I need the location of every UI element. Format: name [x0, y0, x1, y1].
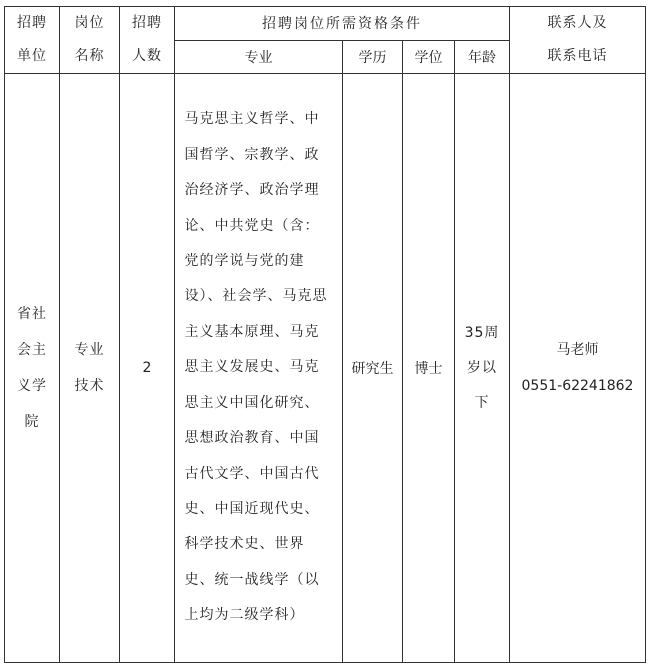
header-unit-line1: 招聘 — [17, 15, 47, 31]
contact-name: 马老师 — [556, 342, 599, 358]
header-position-line2: 名称 — [74, 48, 105, 64]
header-age: 年龄 — [455, 40, 510, 74]
header-degree: 学位 — [403, 40, 455, 74]
cell-major — [175, 74, 343, 663]
header-count — [120, 7, 175, 74]
recruitment-table — [4, 6, 646, 663]
table-row — [5, 74, 646, 663]
header-education: 学历 — [343, 40, 403, 74]
cell-education: 研究生 — [343, 74, 403, 663]
header-row — [5, 7, 646, 41]
header-unit-line2: 单位 — [17, 48, 47, 64]
header-count-line2: 人数 — [132, 48, 162, 64]
contact-phone: 0551-62241862 — [521, 378, 634, 394]
cell-age — [455, 74, 510, 663]
header-contact — [510, 7, 646, 74]
position-value: 专业技术 — [74, 342, 105, 394]
header-qualifications: 招聘岗位所需资格条件 — [175, 7, 510, 41]
cell-degree: 博士 — [403, 74, 455, 663]
cell-count: 2 — [120, 74, 175, 663]
age-value: 35周岁以下 — [464, 324, 500, 411]
header-unit — [5, 7, 60, 74]
header-major: 专业 — [175, 40, 343, 74]
cell-contact — [510, 74, 646, 663]
major-value: 马克思主义哲学、中国哲学、宗教学、政治经济学、政治学理论、中共党史（含：党的学说与党的建设）、社会学、马克思主义基本原理、马克思主义发展史、马克思主义中国化研究、思想政治教育、中国古代文学、中国古代史、中国近现代史、科学技术史、世界史、统一战线学（以上均为二级学科） — [184, 111, 328, 624]
header-count-line1: 招聘 — [132, 15, 162, 31]
cell-position — [60, 74, 120, 663]
unit-value: 省社会主义学院 — [17, 306, 47, 430]
header-contact-line1: 联系人及 — [547, 15, 608, 31]
header-position — [60, 7, 120, 74]
header-position-line1: 岗位 — [74, 15, 105, 31]
header-contact-line2: 联系电话 — [547, 48, 608, 64]
cell-unit — [5, 74, 60, 663]
